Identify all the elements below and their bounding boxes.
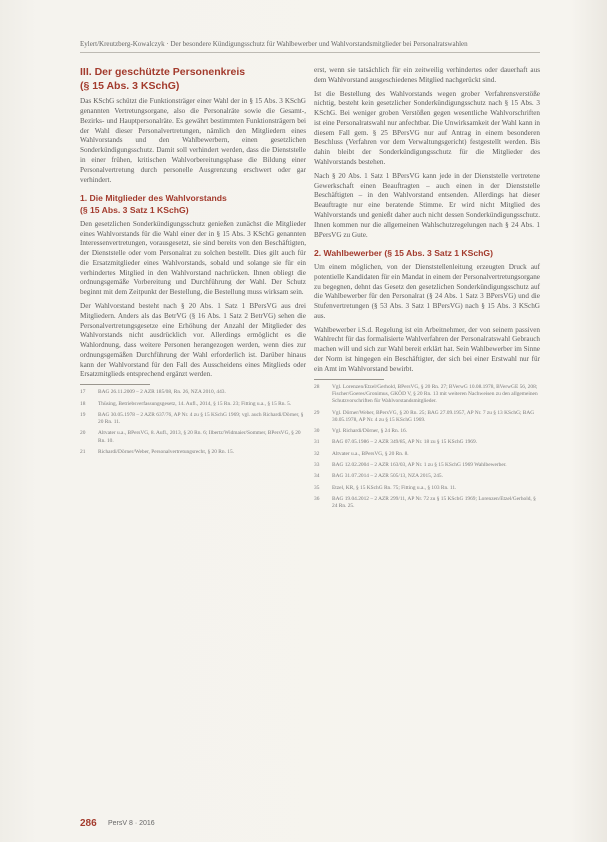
footnote-text: BAG 07.05.1986 – 2 AZR 349/85, AP Nr. 18 zu § 15 KSchG 1969. bbox=[332, 439, 478, 446]
footnote-text: BAG 12.02.2004 – 2 AZR 163/03, AP Nr. 1 zu § 15 KSchG 1969 Wahlbewerber. bbox=[332, 461, 507, 468]
footnote-number: 19 bbox=[80, 411, 86, 418]
footnote-number: 35 bbox=[314, 484, 320, 491]
footnote-number: 18 bbox=[80, 400, 86, 407]
footnote-text: Richardi/Dörner/Weber, Personalvertretungsrecht, § 20 Rn. 15. bbox=[98, 449, 235, 456]
footnote bbox=[80, 412, 306, 427]
header-rule bbox=[80, 52, 540, 53]
intro-paragraph: Das KSchG schützt die Funktionsträger einer Wahl der in § 15 Abs. 3 KSchG genannten Vertretungsorgane, also die Personalräte sowie die Gesamt-, Bezirks- und Hauptpersonalräte. Es gewährt bestimmten Funktionsträgern bei der Wahl dieser Personalvertretungen, nämlich den Mitgliedern eines Wahlvorstands und den Wahlbewerbern, einen gesetzlichen Sonderkündigungsschutz. Damit soll verhindert werden, dass die Dienststelle in einer frühen, kritischen Wahlvorbereitungsphase die Bildung einer Personalvertretung durch personelle Ausgrenzung erschwert oder gar verhindert. bbox=[80, 97, 306, 184]
footnote-text: BAG 26.11.2009 – 2 AZR 185/08, Rn. 26, NZA 2010, 443. bbox=[98, 389, 226, 396]
footnote bbox=[314, 410, 540, 425]
footnote-text: Vgl. Dörner/Weber, BPersVG, § 20 Rn. 25; BAG 27.09.1957, AP Nr. 7 zu § 13 KSchG; BAG 30.05.1978, AP Nr. 4 zu § 15 KSchG 1969. bbox=[332, 409, 535, 423]
subheading-1-line1: 1. Die Mitglieder des Wahlvorstands bbox=[80, 193, 227, 204]
subheading-2: 2. Wahlbewerber (§ 15 Abs. 3 Satz 1 KSchG) bbox=[314, 248, 493, 259]
footnote bbox=[80, 430, 306, 445]
footnote-text: BAG 19.04.2012 – 2 AZR 299/11, AP Nr. 72 zu § 15 KSchG 1969; Lorenzen/Etzel/Gerhold, § 24 Rn. 25. bbox=[332, 495, 536, 510]
journal-source: PersV 8 · 2016 bbox=[108, 820, 155, 827]
footnote-number: 34 bbox=[314, 473, 320, 480]
footnote bbox=[314, 439, 540, 446]
footnote-number: 28 bbox=[314, 383, 320, 390]
footnote bbox=[314, 473, 540, 480]
footnote-text: BAG 30.05.1978 – 2 AZR 637/76, AP Nr. 4 zu § 15 KSchG 1969; vgl. auch Richardi/Dörner, § 20 Rn. 11. bbox=[98, 411, 304, 426]
subheading-1-line2: (§ 15 Abs. 3 Satz 1 KSchG) bbox=[80, 205, 189, 216]
footnote-text: Thüsing, Betriebsverfassungsgesetz, 14. Aufl., 2014, § 15 Rn. 23; Fitting u.a., § 15 Rn. 5. bbox=[98, 400, 292, 407]
footnote-text: Altvater u.a., BPersVG, § 20 Rn. 8. bbox=[332, 450, 409, 457]
paragraph: Der Wahlvorstand besteht nach § 20 Abs. 1 Satz 1 BPersVG aus drei Mitgliedern. Anders als das BetrVG (§ 16 Abs. 1 Satz 2 BetrVG) sehen die Personalvertretungsgesetze eine Erhöhung der Anzahl der Mitglieder des Wahlvorstands nicht ausdrücklich vor. Allerdings ermöglicht es die Wahlordnung, dass weitere Personen herangezogen werden, wenn dies zur ordnungsgemäßen Durchführung der Wahl erforderlich ist. Darüber hinaus kann der Wahlvorstand für den Fall des Ausscheidens eines Mitglieds oder Ersatzmitglieds entsprechend ergänzt werden. bbox=[80, 302, 306, 379]
footnote-number: 20 bbox=[80, 430, 86, 437]
paragraph: Ist die Bestellung des Wahlvorstands wegen grober Verfahrensverstöße nichtig, besteht kein gesetzlicher Sonderkündigungsschutz nach § 15 Abs. 3 KSchG. Bei weniger groben Verstößen gegen wesentliche Wahlvorschriften ist eine Personalratswahl nur anfechtbar. Die Unwirksamkeit der Wahl kann in diesem Fall gem. § 25 BPersVG nur auf Antrag in einem besonderen Beschluss (Verfahren vor dem Verwaltungsgericht) festgestellt werden. Bis dahin bleibt der Sonderkündigungsschutz für die Mitglieder des Wahlvorstands bestehen. bbox=[314, 89, 540, 167]
footnote bbox=[314, 428, 540, 435]
footnote-number: 29 bbox=[314, 409, 320, 416]
running-header: Eylert/Kreutzberg-Kowalczyk · Der besondere Kündigungsschutz für Wahlbewerber und Wahlvorstandsmitglieder bei Personalratswahlen bbox=[80, 40, 468, 48]
footnote-text: BAG 31.07.2014 – 2 AZR 505/13, NZA 2015, 245. bbox=[332, 473, 443, 480]
footnote bbox=[80, 389, 306, 396]
footnote-number: 30 bbox=[314, 428, 320, 435]
footnote bbox=[314, 384, 540, 406]
footnote bbox=[314, 462, 540, 469]
footnote-rule bbox=[80, 384, 150, 385]
footnotes-right bbox=[314, 384, 540, 511]
right-column bbox=[314, 66, 540, 514]
footnote-number: 32 bbox=[314, 450, 320, 457]
footnote-number: 33 bbox=[314, 461, 320, 468]
footnote-text: Etzel, KR, § 15 KSchG Rn. 75; Fitting u.a., § 103 Rn. 11. bbox=[332, 484, 457, 491]
footnote-rule bbox=[314, 379, 384, 380]
footnote-text: Vgl. Lorenzen/Etzel/Gerhold, BPersVG, § 20 Rn. 27; BVerwG 10.08.1978, BVerwGE 56, 208; Fischer/Goeres/Gronimus, GKÖD V, § 20 Rn. 13 mit weiteren Nachweisen zu den allgemeinen Schutzvorschriften für Wahlvorstandsmitglieder. bbox=[332, 383, 538, 405]
footnote bbox=[80, 401, 306, 408]
paragraph: Nach § 20 Abs. 1 Satz 1 BPersVG kann jede in der Dienststelle vertretene Gewerkschaft einen Beauftragten – auch einen in der Dienststelle Beschäftigten – in den Wahlvorstand entsenden. Allerdings hat dieser Beauftragte nur eine beratende Stimme. Er wird nicht Mitglied des Wahlvorstands und genießt daher auch nicht dessen Sonderkündigungsschutz. Ihnen kommen nur die allgemeinen Wahlschutzregelungen nach § 24 Abs. 1 BPersVG zu Gute. bbox=[314, 171, 540, 239]
paragraph: Wahlbewerber i.S.d. Regelung ist ein Arbeitnehmer, der von seinem passiven Wahlrecht für das formalisierte Wahlverfahren der Personalratswahl Gebrauch machen will und sich zur Wahl bereit erklärt hat. Sein Wahlbewerber im Sinne der Norm ist hingegen ein Beschäftigter, der sich bei einer Erstwahl nur für ein Amt im Wahlvorstand bewirbt. bbox=[314, 325, 540, 373]
paragraph: Den gesetzlichen Sonderkündigungsschutz genießen zunächst die Mitglieder eines Wahlvorstands für die Wahl einer der in § 15 Abs. 3 KSchG genannten Interessenvertretungen, vorausgesetzt, sie sind bereits von den Beschäftigten, der Dienststelle oder vom Personalrat zu solchen bestellt. Dies gilt auch für die Ersatzmitglieder eines Wahlvorstands, sobald und solange sie für ein verhindertes Mitglied in den Wahlvorstand nachrücken. Ihnen obliegt die ordnungsgemäße Vorbereitung und Durchführung der Wahl. Der Schutz beginnt mit dem Zeitpunkt der Bestellung, die Bestellung muss wirksam sein. bbox=[80, 219, 306, 297]
footnotes-left bbox=[80, 389, 306, 456]
paragraph: Um einem möglichen, von der Dienststellenleitung erzeugten Druck auf potentielle Kandidaten für ein Mandat in einem der Personalvertretungsorgane zu begegnen, dehnt das Gesetz den gesetzlichen Sonderkündigungsschutz auf die Wahlbewerber für den Personalrat (§ 24 Abs. 1 Satz 3 BPersVG) und die Stufenvertretungen (§ 53 Abs. 3 Satz 1 BPersVG) nach § 15 Abs. 3 KSchG aus. bbox=[314, 263, 540, 320]
footnote-number: 21 bbox=[80, 449, 86, 456]
footnote-number: 36 bbox=[314, 495, 320, 502]
section-heading-line2: (§ 15 Abs. 3 KSchG) bbox=[80, 80, 180, 93]
footnote bbox=[314, 451, 540, 458]
left-column bbox=[80, 66, 306, 460]
footnote bbox=[314, 496, 540, 511]
paragraph: erst, wenn sie tatsächlich für ein zeitweilig verhindertes oder dauerhaft aus dem Wahlvorstand ausgeschiedenes Mitglied nachgerückt sind. bbox=[314, 66, 540, 84]
section-heading-line1: III. Der geschützte Personenkreis bbox=[80, 66, 246, 78]
footnote bbox=[314, 485, 540, 492]
footnote bbox=[80, 449, 306, 456]
footnote-text: Vgl. Richardi/Dörner, § 24 Rn. 16. bbox=[332, 428, 408, 435]
footnote-text: Altvater u.a., BPersVG, 8. Aufl., 2013, § 20 Rn. 6; Ilbertz/Widmaier/Sommer, BPersVG, § 20 Rn. 10. bbox=[98, 430, 301, 444]
footnote-number: 17 bbox=[80, 389, 86, 396]
footnote-number: 31 bbox=[314, 439, 320, 446]
page-number: 286 bbox=[80, 818, 97, 829]
